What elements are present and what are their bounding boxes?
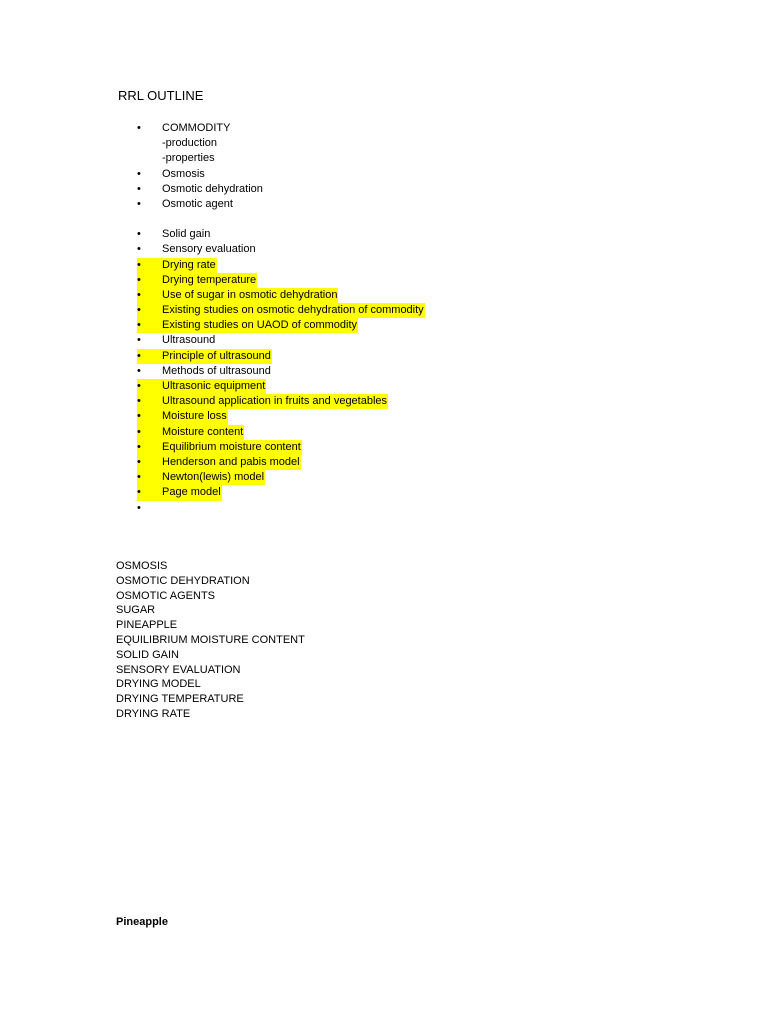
outline-item-text: Moisture content — [162, 425, 244, 440]
outline-item-text: Equilibrium moisture content — [162, 440, 302, 455]
outline-item-text: Osmosis — [162, 167, 205, 180]
bullet-icon: • — [137, 485, 162, 500]
bullet-icon: • — [137, 440, 162, 455]
outline-item-text: Newton(lewis) model — [162, 470, 265, 485]
bullet-icon: • — [137, 394, 162, 409]
outline-item-text: Principle of ultrasound — [162, 349, 272, 364]
bullet-icon: • — [137, 258, 162, 273]
keyword-list — [116, 559, 305, 722]
outline-item-text: Henderson and pabis model — [162, 455, 301, 470]
outline-item-text: Drying rate — [162, 258, 217, 273]
keyword-item: OSMOTIC AGENTS — [116, 589, 216, 602]
keyword-item: DRYING RATE — [116, 707, 191, 720]
outline-item-text: Existing studies on osmotic dehydration of commodity — [162, 303, 425, 318]
bullet-icon: • — [137, 349, 162, 364]
keyword-item: EQUILIBRIUM MOISTURE CONTENT — [116, 633, 305, 646]
bullet-icon: • — [137, 182, 141, 195]
outline-item-text: -production — [162, 137, 218, 150]
keyword-item: DRYING MODEL — [116, 678, 201, 691]
bullet-icon: • — [137, 318, 162, 333]
outline-item-text: Drying temperature — [162, 273, 257, 288]
bullet-icon: • — [137, 273, 162, 288]
document-title: RRL OUTLINE — [118, 88, 204, 103]
outline-item-text: Ultrasound — [162, 334, 216, 347]
bullet-icon: • — [137, 409, 162, 424]
outline-item-text: Ultrasound application in fruits and vegetables — [162, 394, 388, 409]
bullet-icon: • — [137, 364, 141, 377]
bullet-icon: • — [137, 122, 141, 134]
outline-item-text: Use of sugar in osmotic dehydration — [162, 288, 338, 303]
keyword-item: SENSORY EVALUATION — [116, 663, 241, 676]
bullet-icon: • — [137, 167, 141, 180]
bullet-icon: • — [137, 197, 141, 210]
bullet-icon: • — [137, 243, 141, 256]
outline-item-text: Existing studies on UAOD of commodity — [162, 318, 358, 333]
section-heading: Pineapple — [116, 916, 168, 928]
keyword-item: SOLID GAIN — [116, 648, 179, 661]
bullet-icon: • — [137, 288, 162, 303]
outline-item-text: Sensory evaluation — [162, 243, 256, 256]
keyword-item: OSMOTIC DEHYDRATION — [116, 574, 250, 587]
outline-item-text: Page model — [162, 485, 222, 500]
outline-item-text: Moisture loss — [162, 409, 228, 424]
bullet-icon: • — [137, 470, 162, 485]
outline-item-text: Ultrasonic equipment — [162, 379, 266, 394]
outline-item-text: Osmotic dehydration — [162, 182, 263, 195]
bullet-icon: • — [137, 334, 141, 347]
keyword-item: DRYING TEMPERATURE — [116, 693, 244, 706]
bullet-icon: • — [137, 379, 162, 394]
bullet-icon: • — [137, 501, 141, 514]
outline-item-text: Osmotic agent — [162, 197, 233, 210]
bullet-icon: • — [137, 228, 141, 241]
bullet-icon: • — [137, 425, 162, 440]
outline-item-text: COMMODITY — [162, 122, 231, 134]
outline-item-text: Methods of ultrasound — [162, 364, 271, 377]
keyword-item: SUGAR — [116, 604, 156, 617]
outline-item-text: Solid gain — [162, 228, 211, 241]
keyword-item: PINEAPPLE — [116, 619, 178, 632]
keyword-item: OSMOSIS — [116, 560, 168, 572]
outline-item-text: -properties — [162, 152, 215, 165]
bullet-icon: • — [137, 303, 162, 318]
bullet-icon: • — [137, 455, 162, 470]
